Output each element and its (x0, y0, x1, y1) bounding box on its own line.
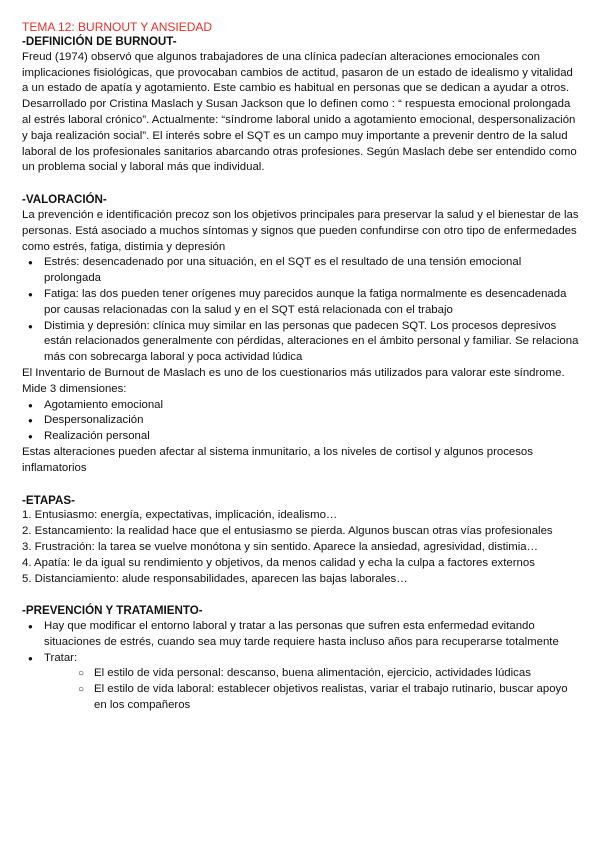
tratar-sublist (44, 666, 580, 713)
spacer (22, 587, 580, 603)
list-item: 3. Frustración: la tarea se vuelve monótona y sin sentido. Aparece la ansiedad, agresividad, distimia… (22, 540, 539, 553)
list-item: 5. Distanciamiento: alude responsabilidades, aparecen las bajas laborales… (22, 572, 408, 585)
list-item: ● Agotamiento emocional (22, 398, 580, 414)
list-item: ● Fatiga: las dos pueden tener orígenes muy parecidos aunque la fatiga normalmente es desencadenada por causas relacionadas con la salud y en el SQT está relacionada con el trabajo (22, 287, 580, 319)
spacer (22, 176, 580, 192)
dimensiones-list (22, 398, 580, 445)
list-item: 4. Apatía: le da igual su rendimiento y objetivos, da menos calidad y echa la culpa a factores externos (22, 556, 535, 569)
list-item: ● Estrés: desencadenado por una situación, en el SQT es el resultado de una tensión emocional prolongada (22, 255, 580, 287)
list-item: ● Distimia y depresión: clínica muy similar en las personas que padecen SQT. Los procesos depresivos están relacionados generalmente con pérdidas, alteraciones en el ámbito personal y familiar. Se relaciona más con sobrecarga laboral y poca actividad lúdica (22, 319, 580, 366)
section-heading-valoracion: -VALORACIÓN- (22, 193, 107, 207)
page-title: TEMA 12: BURNOUT Y ANSIEDAD (22, 20, 213, 34)
document-page (22, 20, 580, 714)
list-item: ● Realización personal (22, 429, 580, 445)
list-item: ● Despersonalización (22, 413, 580, 429)
list-item-label: Tratar: (44, 651, 78, 664)
section-heading-etapas: -ETAPAS- (22, 493, 76, 507)
list-item: 1. Entusiasmo: energía, expectativas, implicación, idealismo… (22, 509, 338, 522)
prevencion-list (22, 619, 580, 714)
inventario-paragraph: El Inventario de Burnout de Maslach es uno de los cuestionarios más utilizados para valorar este síndrome. Mide 3 dimensiones: (22, 366, 565, 395)
section-heading-definicion: -DEFINICIÓN DE BURNOUT- (22, 35, 177, 48)
valoracion-closing: Estas alteraciones pueden afectar al sistema inmunitario, a los niveles de cortisol y algunos procesos inflamatorios (22, 445, 533, 474)
sublist-item: ○ El estilo de vida laboral: establecer objetivos realistas, variar el trabajo rutinario, buscar apoyo en los compañeros (68, 682, 580, 714)
list-item (22, 651, 580, 714)
sublist-item: ○ El estilo de vida personal: descanso, buena alimentación, ejercicio, actividades lúdicas (68, 666, 580, 682)
spacer (22, 477, 580, 493)
valoracion-intro: La prevención e identificación precoz son los objetivos principales para preservar la salud y el bienestar de las personas. Está asociado a muchos síntomas y signos que pueden confundirse con otro tipo de enfermedades como estrés, fatiga, distimia y depresión (22, 208, 579, 253)
definicion-paragraph: Freud (1974) observó que algunos trabajadores de una clínica padecían alteraciones emocionales con implicaciones fisiológicas, que provocaban cambios de actitud, pasaron de un estado de idealismo y vitalidad a un estado de apatía y agotamiento. Este cambio es habitual en personas que se dedican a ayudar a otros. Desarrollado por Cristina Maslach y Susan Jackson que lo definen como : “ respuesta emocional prolongada al estrés laboral crónico”. Actualmente: “síndrome laboral unido a agotamiento emocional, despersonalización y baja realización social”. El interés sobre el SQT es un campo muy importante a prevenir dentro de la salud laboral de los profesionales sanitarios abarcando otras profesiones. Según Maslach debe ser entendido como un problema social y laboral más que individual. (22, 50, 577, 174)
list-item: ● Hay que modificar el entorno laboral y tratar a las personas que sufren esta enfermedad evitando situaciones de estrés, cuando sea muy tarde requiere hasta incluso años para recuperarse totalmente (22, 619, 580, 651)
list-item: 2. Estancamiento: la realidad hace que el entusiasmo se pierda. Algunos buscan otras vías profesionales (22, 525, 553, 538)
valoracion-list (22, 255, 580, 366)
section-heading-prevencion: -PREVENCIÓN Y TRATAMIENTO- (22, 604, 203, 618)
etapas-list (22, 508, 580, 587)
